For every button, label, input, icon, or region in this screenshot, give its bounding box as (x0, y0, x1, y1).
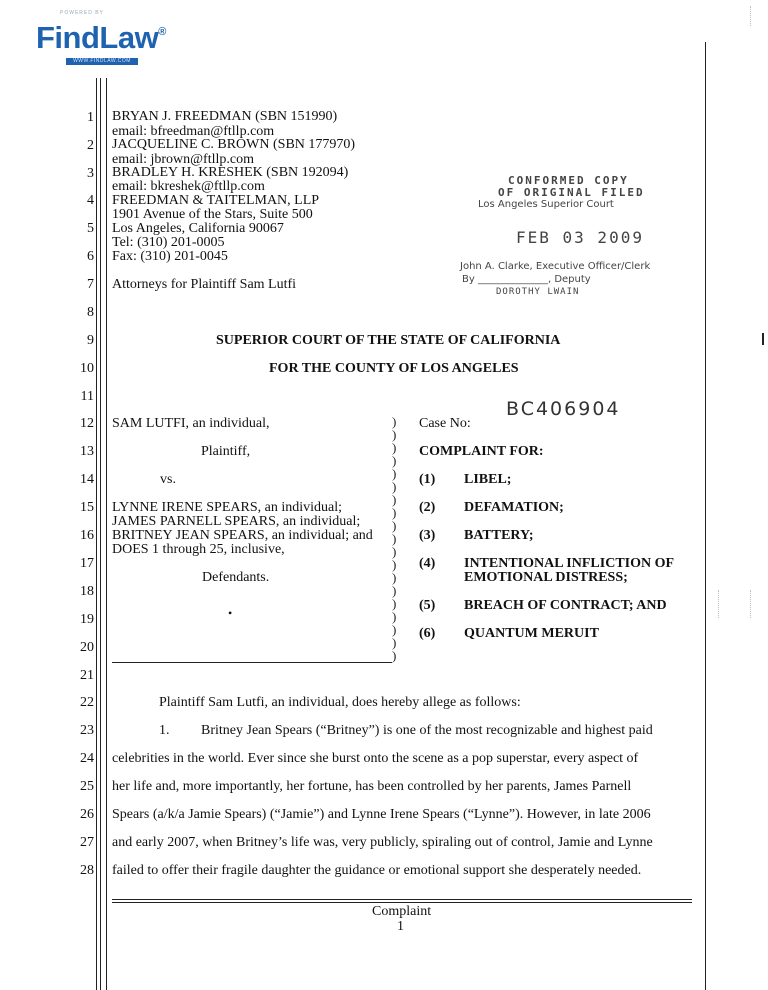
stamp-date: FEB 03 2009 (516, 228, 644, 247)
line-number: 22 (80, 695, 94, 710)
stamp-line-3: Los Angeles Superior Court (478, 199, 614, 210)
line-number: 19 (80, 612, 94, 627)
line-number: 9 (87, 333, 94, 348)
line-number: 11 (80, 389, 94, 404)
versus: vs. (160, 472, 176, 487)
scan-artifact (750, 590, 752, 618)
line-number: 13 (80, 444, 94, 459)
law-firm: FREEDMAN & TAITELMAN, LLP (112, 193, 320, 208)
cause-number: (1) (419, 472, 436, 487)
attorneys-for: Attorneys for Plaintiff Sam Lutfi (112, 277, 297, 292)
footer-title: Complaint (372, 904, 432, 919)
attorney-name: BRADLEY H. KRESHEK (SBN 192094) (112, 165, 349, 180)
line-number: 17 (80, 556, 94, 571)
cause-title: DEFAMATION; (464, 500, 564, 515)
body-line: failed to offer their fragile daughter the guidance or emotional support she desperately needed. (112, 863, 642, 878)
line-number: 5 (87, 221, 94, 236)
line-number: 10 (80, 361, 94, 376)
line-number: 14 (80, 472, 94, 487)
attorney-name: JACQUELINE C. BROWN (SBN 177970) (112, 137, 356, 152)
page-number: 1 (397, 919, 404, 934)
logo-brand: FindLaw® (36, 20, 166, 55)
attorney-email: email: jbrown@ftllp.com (112, 152, 254, 167)
line-number: 18 (80, 584, 94, 599)
line-number: 21 (80, 668, 94, 683)
cause-number: (3) (419, 528, 436, 543)
cause-title: QUANTUM MERUIT (464, 626, 599, 641)
cause-title: BREACH OF CONTRACT; AND (464, 598, 667, 613)
stray-mark: • (228, 606, 233, 620)
stamp-line-1: CONFORMED COPY (508, 174, 629, 187)
cause-title-cont: EMOTIONAL DISTRESS; (464, 570, 628, 585)
cause-number: (4) (419, 556, 436, 571)
line-number: 4 (87, 193, 94, 208)
attorney-email: email: bfreedman@ftllp.com (112, 124, 275, 139)
line-number: 28 (80, 863, 94, 878)
line-number: 8 (87, 305, 94, 320)
court-title: SUPERIOR COURT OF THE STATE OF CALIFORNIA (216, 333, 561, 348)
complaint-for-heading: COMPLAINT FOR: (419, 444, 544, 459)
scan-artifact (750, 6, 752, 26)
line-number: 7 (87, 277, 94, 292)
plaintiff-name: SAM LUTFI, an individual, (112, 416, 270, 431)
firm-address: 1901 Avenue of the Stars, Suite 500 (112, 207, 313, 222)
caption-underline (112, 662, 392, 663)
line-number: 6 (87, 249, 94, 264)
line-number: 26 (80, 807, 94, 822)
court-county: FOR THE COUNTY OF LOS ANGELES (269, 361, 519, 376)
body-line: her life and, more importantly, her fortune, has been controlled by her parents, James Parnell (112, 779, 632, 794)
left-margin-rule-2 (100, 78, 101, 990)
stamp-deputy: By ______________, Deputy (462, 274, 591, 285)
caption-brackets: ) ) ) ) ) ) ) ) ) ) ) ) ) ) ) ) ) ) ) (392, 414, 397, 663)
body-line: Spears (a/k/a Jamie Spears) (“Jamie”) and Lynne Irene Spears (“Lynne”). However, in late 2006 (112, 807, 651, 822)
cause-title: INTENTIONAL INFLICTION OF (464, 556, 675, 571)
firm-fax: Fax: (310) 201-0045 (112, 249, 228, 264)
logo-tagline: POWERED BY (60, 10, 104, 16)
line-number: 16 (80, 528, 94, 543)
stamp-clerk: John A. Clarke, Executive Officer/Clerk (460, 261, 651, 272)
body-intro: Plaintiff Sam Lutfi, an individual, does hereby allege as follows: (159, 695, 521, 710)
cause-number: (6) (419, 626, 436, 641)
footer-rule (112, 899, 692, 900)
left-margin-rule (96, 78, 97, 990)
stamp-line-2: OF ORIGINAL FILED (498, 186, 645, 199)
case-number-label: Case No: (419, 416, 471, 431)
scan-mark (762, 333, 764, 345)
line-number: 2 (87, 138, 94, 153)
body-line: and early 2007, when Britney’s life was, very publicly, spiraling out of control, Jamie and Lynne (112, 835, 653, 850)
firm-city: Los Angeles, California 90067 (112, 221, 284, 236)
right-margin-rule (705, 42, 706, 990)
footer-rule-2 (112, 902, 692, 903)
case-number: BC406904 (506, 398, 621, 420)
findlaw-logo[interactable] (36, 6, 186, 68)
paragraph-number: 1. (159, 723, 170, 738)
defendant: JAMES PARNELL SPEARS, an individual; (112, 514, 361, 529)
logo-url: WWW.FINDLAW.COM (66, 58, 138, 65)
line-number: 20 (80, 640, 94, 655)
cause-number: (5) (419, 598, 436, 613)
stamp-deputy-name: DOROTHY LWAIN (496, 287, 580, 297)
line-number: 3 (87, 166, 94, 181)
defendant: DOES 1 through 25, inclusive, (112, 542, 285, 557)
scan-artifact (718, 590, 720, 618)
plaintiff-label: Plaintiff, (201, 444, 251, 459)
line-number: 15 (80, 500, 94, 515)
attorney-email: email: bkreshek@ftllp.com (112, 179, 265, 194)
body-line: celebrities in the world. Ever since she burst onto the scene as a pop superstar, every aspect of (112, 751, 639, 766)
line-number: 24 (80, 751, 94, 766)
line-number: 25 (80, 779, 94, 794)
left-margin-rule-3 (106, 78, 107, 990)
defendant: LYNNE IRENE SPEARS, an individual; (112, 500, 342, 515)
body-line: Britney Jean Spears (“Britney”) is one of the most recognizable and highest paid (201, 723, 653, 738)
line-number: 12 (80, 416, 94, 431)
defendants-label: Defendants. (202, 570, 270, 585)
cause-number: (2) (419, 500, 436, 515)
line-number: 23 (80, 723, 94, 738)
defendant: BRITNEY JEAN SPEARS, an individual; and (112, 528, 373, 543)
line-number: 1 (87, 110, 94, 125)
line-number: 27 (80, 835, 94, 850)
cause-title: BATTERY; (464, 528, 534, 543)
firm-phone: Tel: (310) 201-0005 (112, 235, 225, 250)
attorney-name: BRYAN J. FREEDMAN (SBN 151990) (112, 109, 338, 124)
cause-title: LIBEL; (464, 472, 512, 487)
